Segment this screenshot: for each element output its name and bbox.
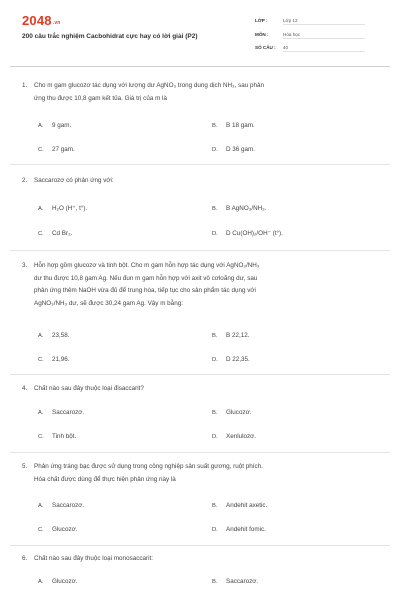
q1-option-a[interactable]: A. 9 gam. <box>38 122 72 129</box>
q6-option-b[interactable]: B. Saccarozơ. <box>212 578 259 585</box>
question-4: 4. Chất nào sau đây thuộc loại đisaccarit? <box>22 385 144 392</box>
question-separator <box>10 250 390 251</box>
header-divider <box>10 66 390 67</box>
question-separator <box>10 164 390 165</box>
q3-option-c[interactable]: C. 21,96. <box>38 356 70 363</box>
question-separator <box>10 452 390 453</box>
document-title: 200 câu trắc nghiệm Cacbohidrat cực hay có lời giải (P2) <box>22 33 198 40</box>
q4-option-d[interactable]: D. Xenlulozơ. <box>212 433 257 440</box>
question-3: 3. Hỗn hợp gồm glucozơ và tinh bột. Cho m gam hỗn hợp tác dụng với AgNO₃/NH₃ dư thu được 10,8 gam Ag. Nếu đun m gam hỗn hợp với axit vô cơloãng dư, sau phản ứng thêm NaOH vừa đủ để trung hòa, tiếp tục cho sản phẩm tác dụng với AgNO₃/NH₃ dư, sẽ được 30,24 gam Ag. Vậy m bằng: <box>22 262 260 307</box>
q1-option-c[interactable]: C. 27 gam. <box>38 146 75 153</box>
question-5: 5. Phản ứng tráng bạc được sử dụng trong công nghiệp sản suất gương, ruột phích. Hóa chất được dùng để thực hiện phản ứng này là <box>22 463 263 483</box>
site-logo[interactable]: $2048_{.vn}$ <box>22 13 61 28</box>
q2-option-b[interactable]: B. B AgNO₃/NH₃. <box>212 205 267 212</box>
q5-option-b[interactable]: B. Andehit axetic. <box>212 502 268 509</box>
q2-option-d[interactable]: D. D Cu(OH)₂/OH⁻ (t°). <box>212 230 283 237</box>
meta-question-count: SỐ CÂU : 40 <box>255 45 365 50</box>
q1-option-b[interactable]: B. B 18 gam. <box>212 122 255 129</box>
question-separator <box>10 545 390 546</box>
q6-option-a[interactable]: A. Glucozơ. <box>38 578 78 585</box>
q2-option-a[interactable]: A. H₂O (H⁺, t°). <box>38 205 88 212</box>
q2-option-c[interactable]: C. Cd Br₂. <box>38 230 73 237</box>
q4-option-b[interactable]: B. Glucozơ. <box>212 409 252 416</box>
q3-option-a[interactable]: A. 23,58. <box>38 332 70 339</box>
q5-option-d[interactable]: D. Andehit fomic. <box>212 526 266 533</box>
q1-option-d[interactable]: D. D 36 gam. <box>212 146 256 153</box>
question-separator <box>10 374 390 375</box>
question-6: 6. Chất nào sau đây thuộc loại monosaccarit: <box>22 555 154 562</box>
question-1: 1. Cho m gam glucozơ tác dụng với lượng dư AgNO₃ trong dung dịch NH₃, sau phản ứng thu được 10,8 gam kết tủa. Giá trị của m là <box>22 82 265 102</box>
q4-option-a[interactable]: A. Saccarozơ. <box>38 409 85 416</box>
q3-option-b[interactable]: B. B 22,12. <box>212 332 250 339</box>
meta-subject: MÔN : Hóa học <box>255 32 365 37</box>
q5-option-c[interactable]: C. Glucozơ. <box>38 526 78 533</box>
question-2: 2. Saccarozơ có phản ứng với: <box>22 177 114 184</box>
q3-option-d[interactable]: D. D 22,35. <box>212 356 250 363</box>
meta-grade: LỚP : Lớp 12 <box>255 18 365 23</box>
q4-option-c[interactable]: C. Tinh bột. <box>38 433 77 440</box>
q5-option-a[interactable]: A. Saccarozơ. <box>38 502 85 509</box>
